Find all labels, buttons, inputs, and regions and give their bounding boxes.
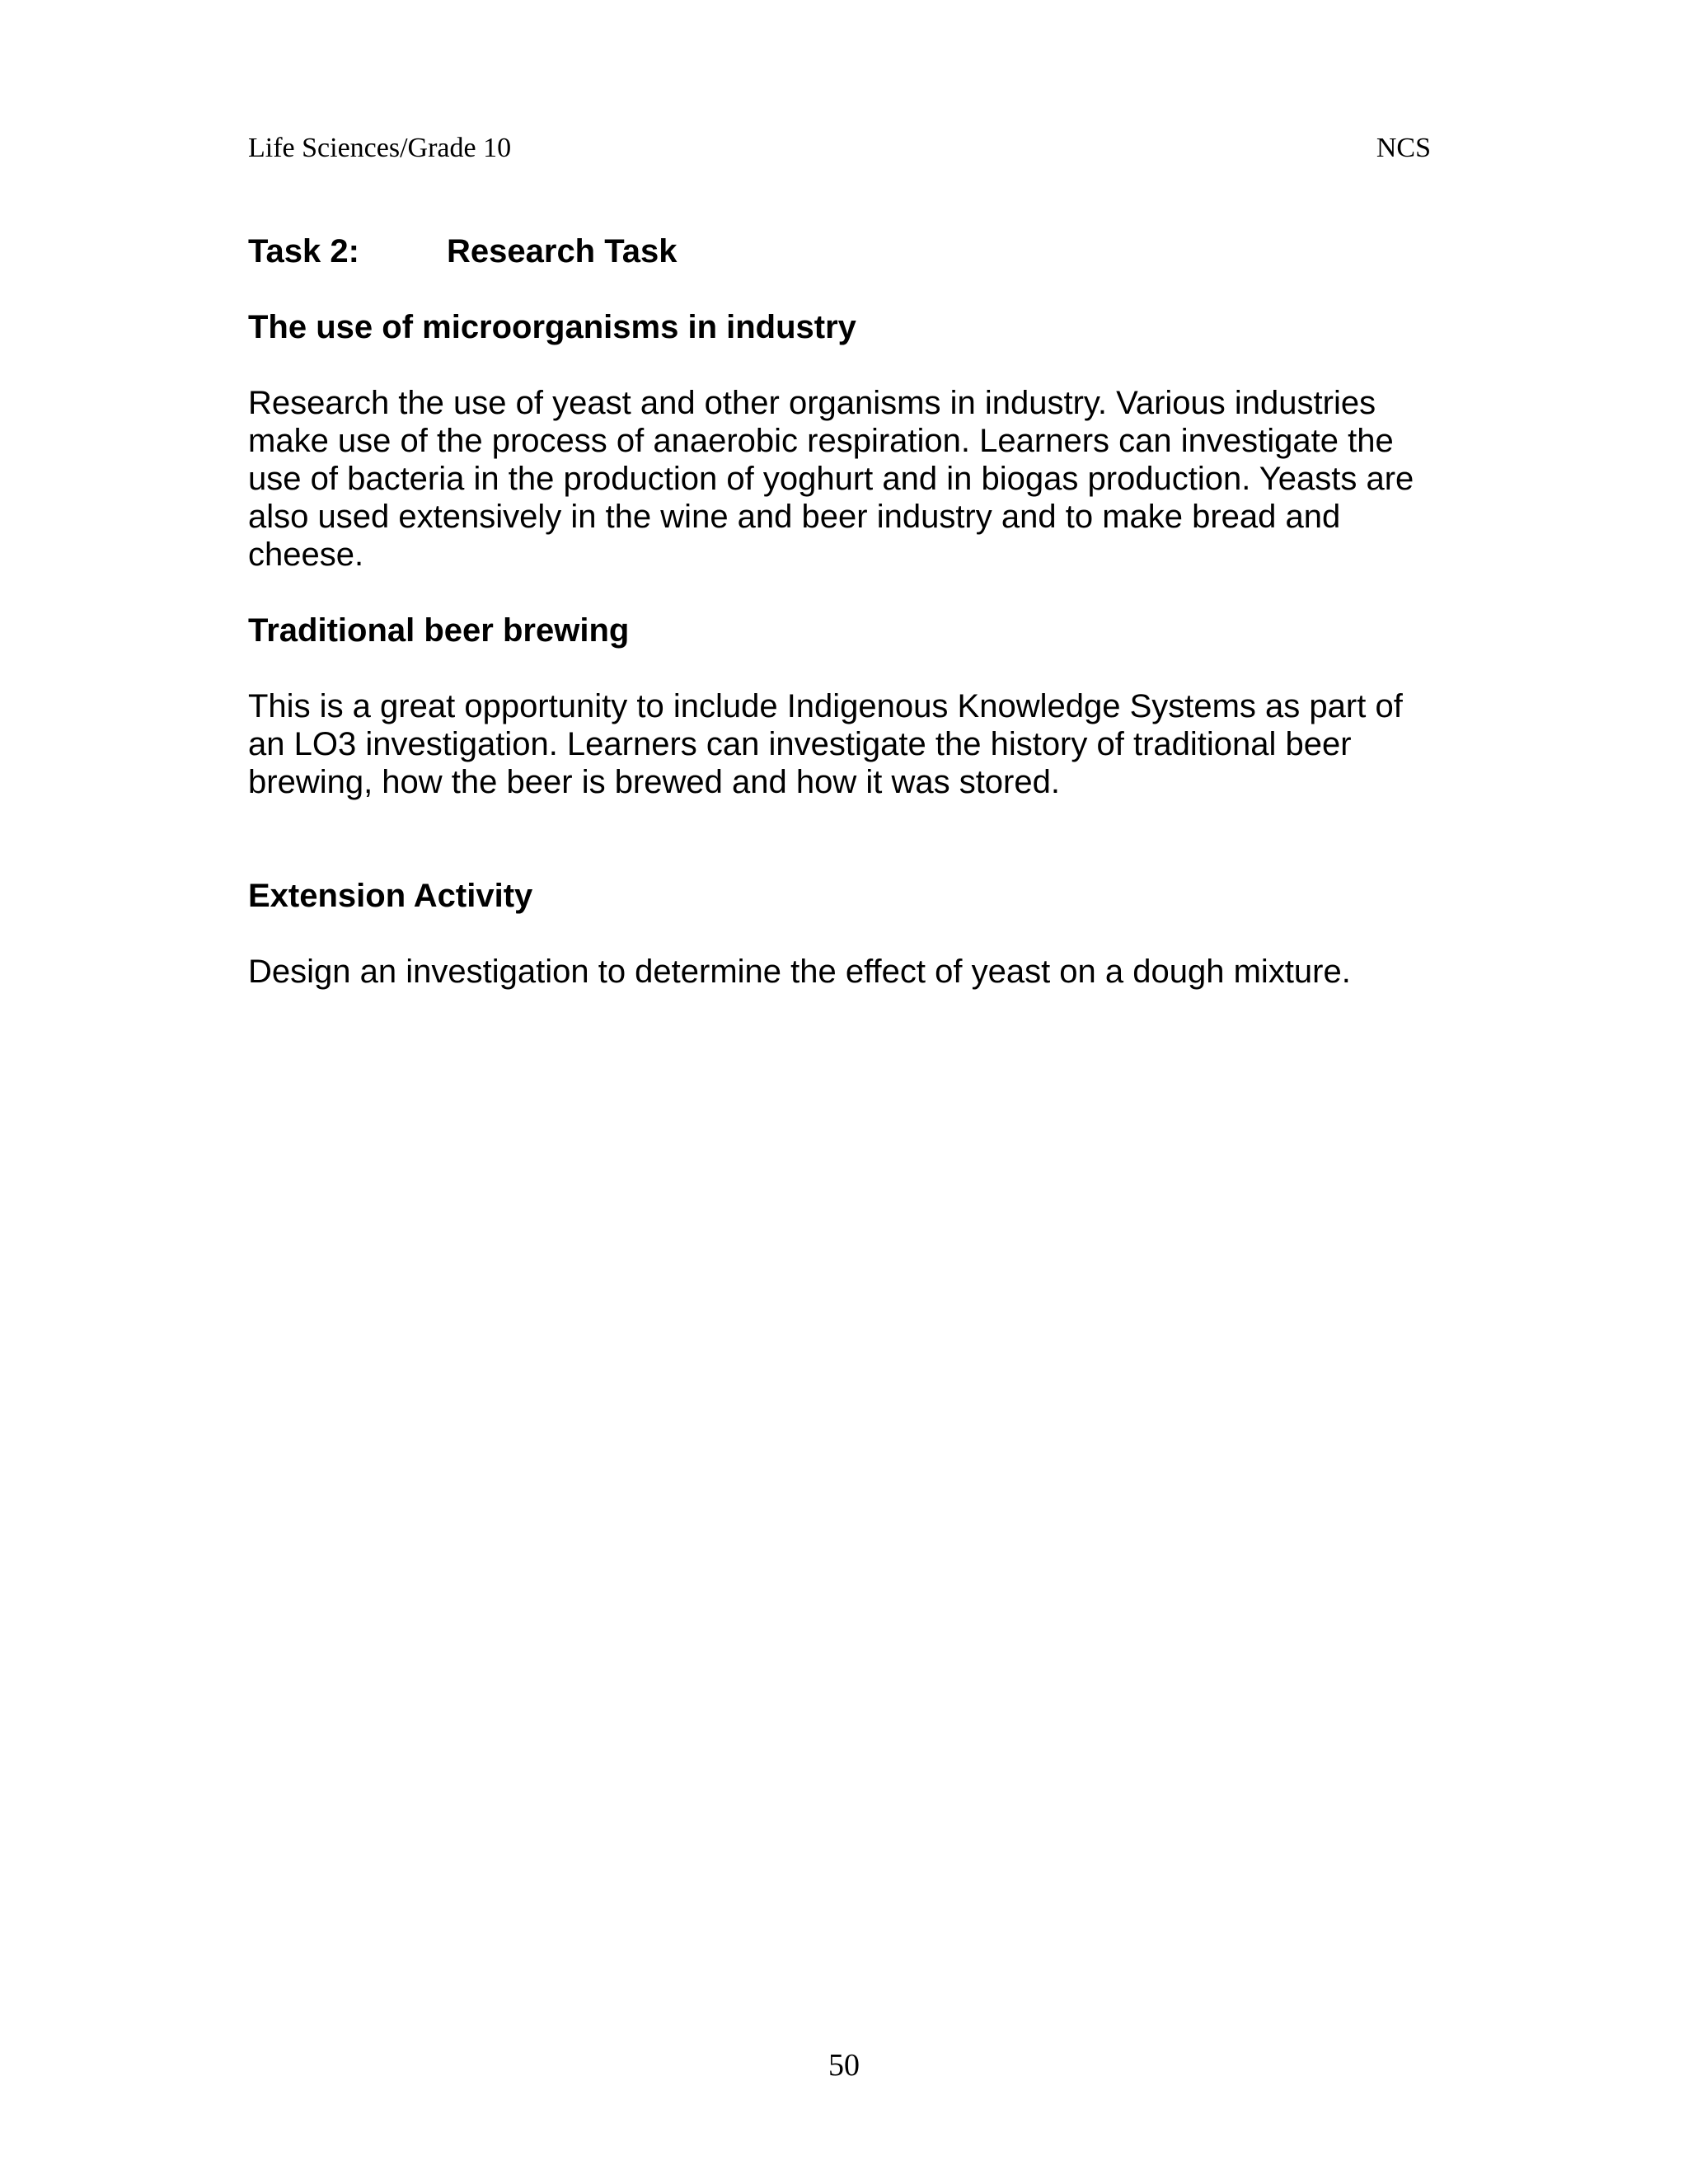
page-header	[248, 130, 1431, 166]
header-subject: Life Sciences/Grade 10	[248, 133, 512, 163]
header-curriculum: NCS	[1376, 133, 1431, 163]
paragraph-extension-activity	[248, 953, 1451, 991]
paragraph-line: This is a great opportunity to include Indigenous Knowledge Systems as part of	[248, 688, 1403, 724]
paragraph-line: cheese.	[248, 537, 364, 573]
paragraph-line: use of bacteria in the production of yoghurt and in biogas production. Yeasts are	[248, 461, 1414, 497]
page-content	[248, 232, 1451, 991]
paragraph-line: Design an investigation to determine the effect of yeast on a dough mixture.	[248, 954, 1351, 990]
section-heading-beer-brewing: Traditional beer brewing	[248, 612, 630, 649]
paragraph-line: brewing, how the beer is brewed and how it was stored.	[248, 764, 1060, 800]
paragraph-line: also used extensively in the wine and beer industry and to make bread and	[248, 499, 1341, 535]
paragraph-line: Research the use of yeast and other organisms in industry. Various industries	[248, 385, 1376, 421]
paragraph-microorganisms	[248, 384, 1451, 574]
section-heading-microorganisms: The use of microorganisms in industry	[248, 309, 856, 345]
task-title: Research Task	[447, 233, 678, 269]
paragraph-line: an LO3 investigation. Learners can investigate the history of traditional beer	[248, 726, 1352, 762]
task-label: Task 2:	[248, 233, 359, 269]
task-heading	[248, 232, 1451, 270]
page-number: 50	[828, 2048, 860, 2083]
paragraph-beer-brewing	[248, 687, 1451, 801]
section-heading-extension-activity: Extension Activity	[248, 878, 533, 914]
paragraph-line: make use of the process of anaerobic respiration. Learners can investigate the	[248, 423, 1394, 459]
